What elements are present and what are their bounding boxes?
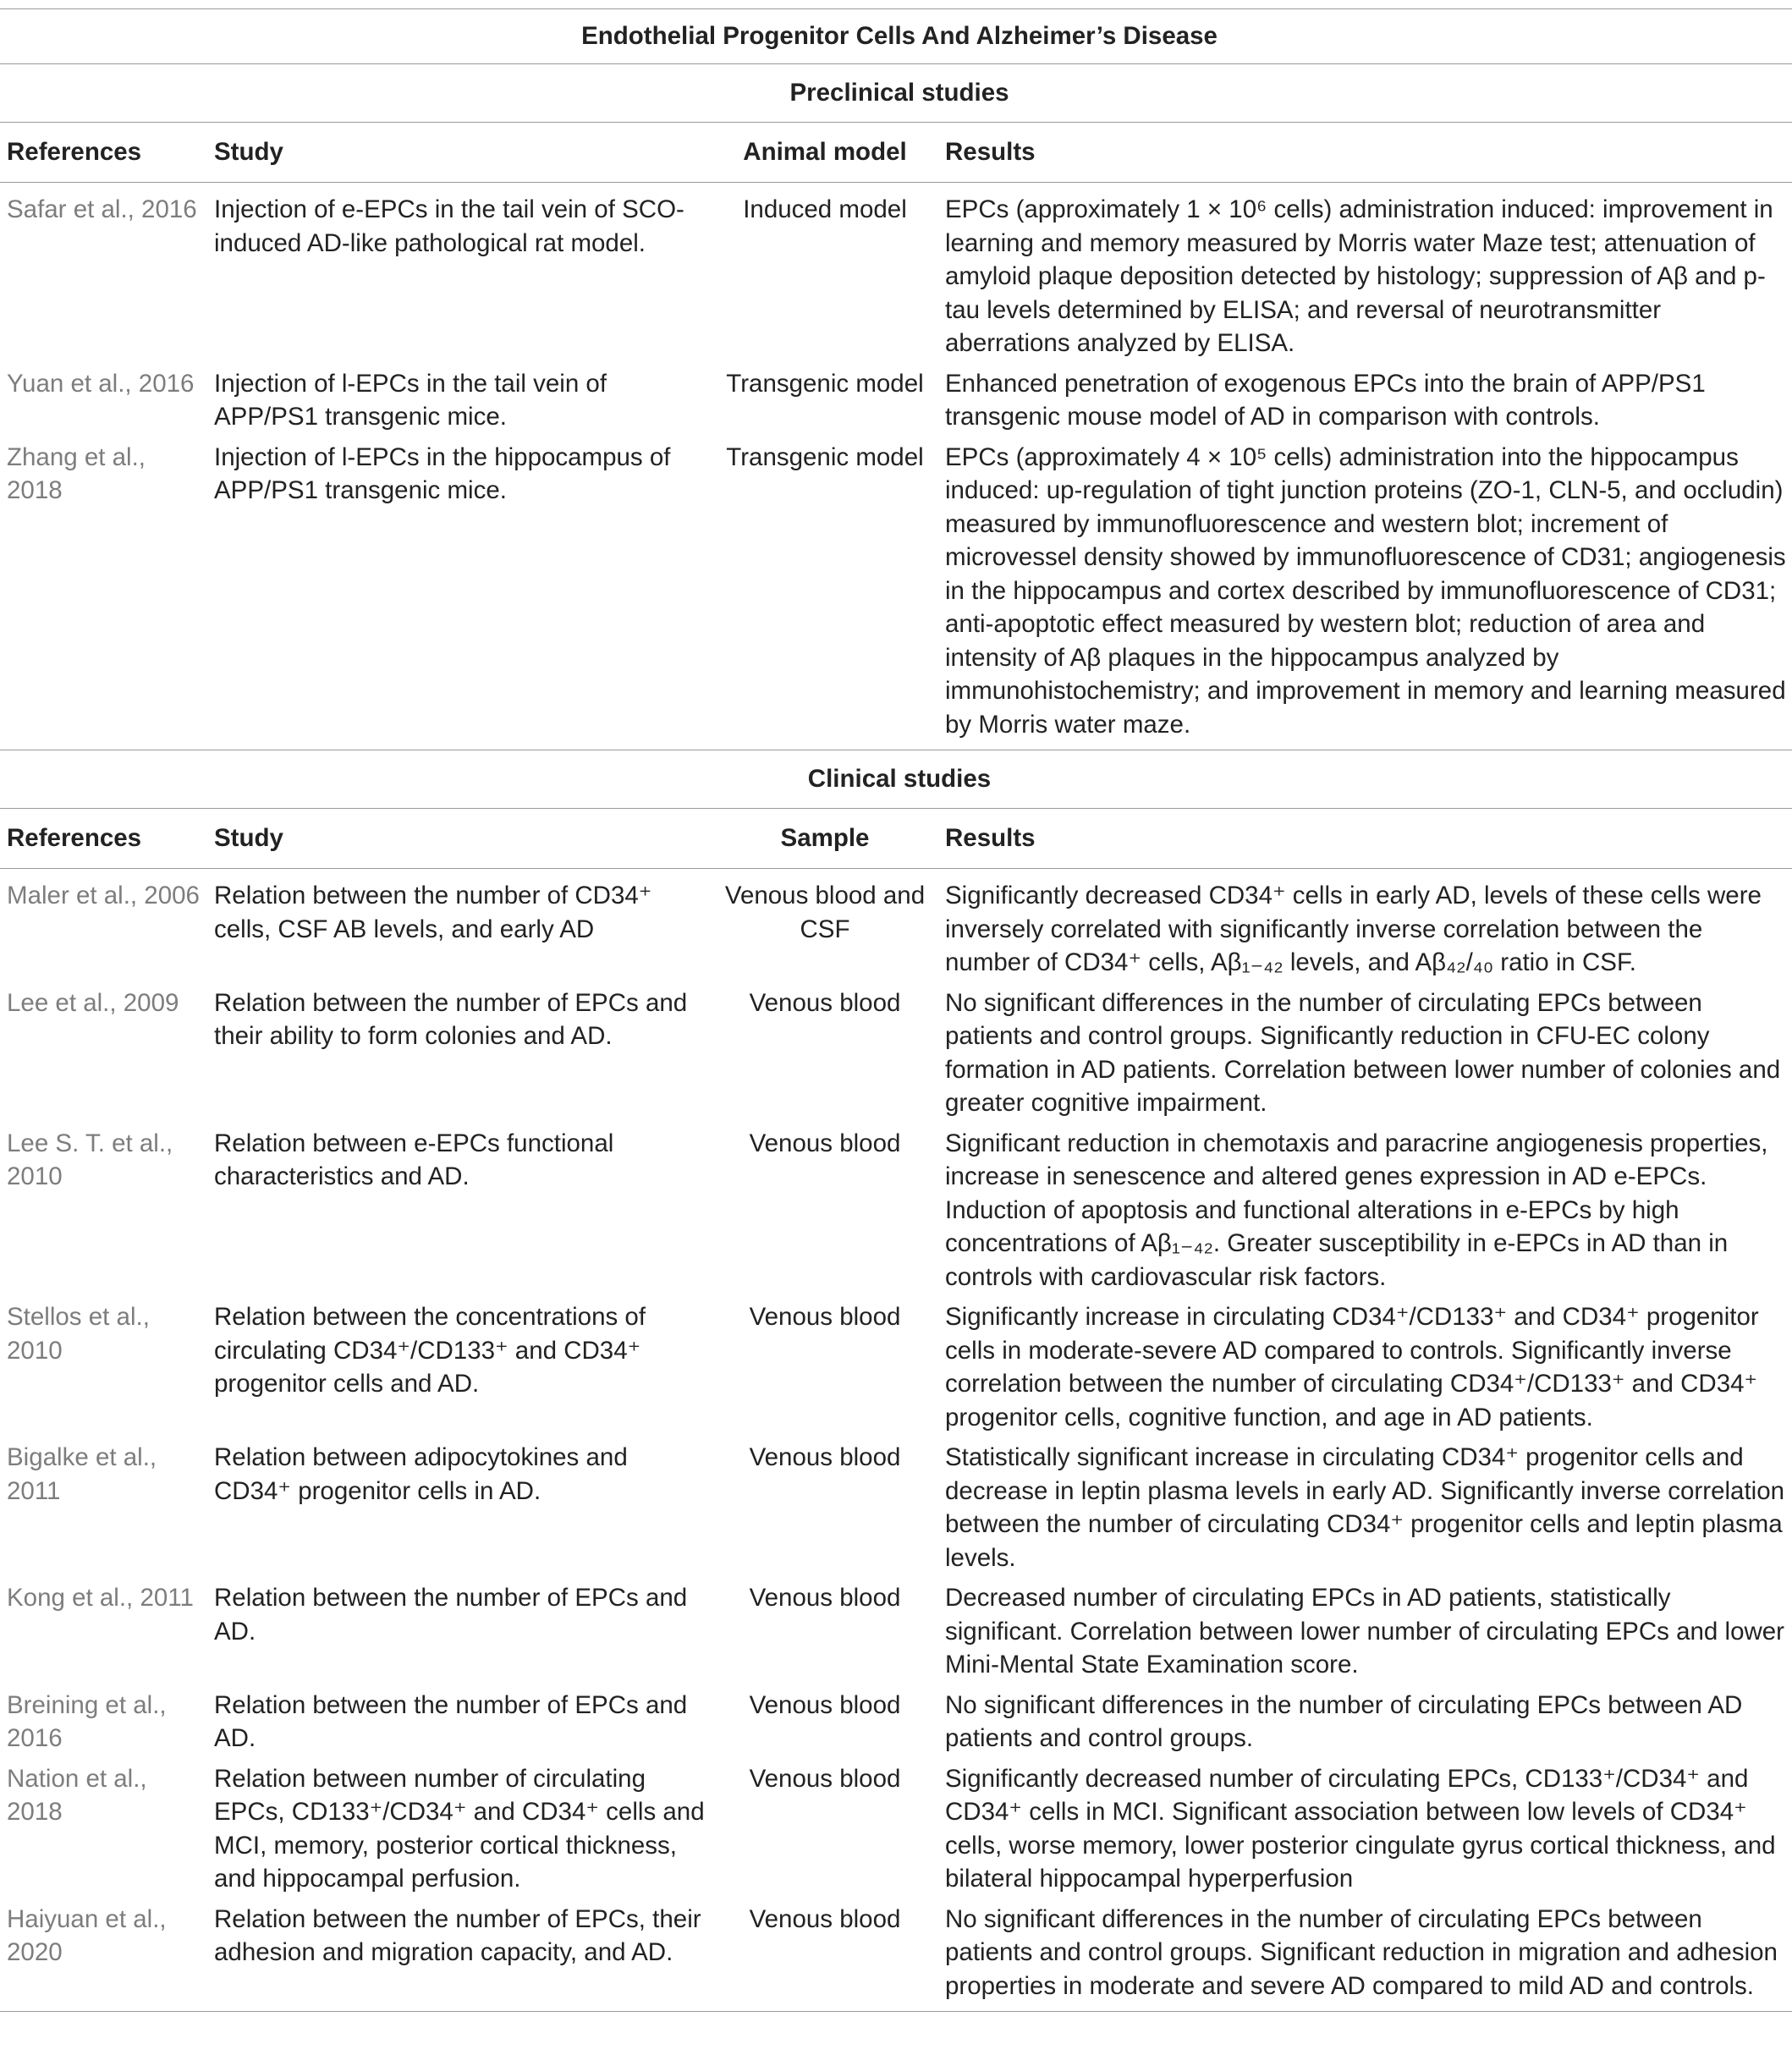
model-cell: Venous blood xyxy=(749,1690,901,1719)
model-cell: Venous blood xyxy=(749,1584,901,1612)
reference-cell: Zhang et al., 2018 xyxy=(0,437,207,750)
table-row xyxy=(0,1578,1792,1685)
results-cell: Decreased number of circulating EPCs in AD patients, statistically significant. Correlation between lower number of circulating EPCs and lower Mini-Mental State Examination score. xyxy=(945,1584,1785,1679)
results-cell: EPCs (approximately 4 × 10⁵ cells) administration into the hippocampus induced: up-regulation of tight junction proteins (ZO-1, CLN-5, and occludin) measured by immunofluorescence and western blot; increment of microvessel density showed by immunofluorescence of CD31; angiogenesis in the hippocampus and cortex described by immunofluorescence of CD31; anti-apoptotic effect measured by western blot; reduction of area and intensity of Aβ plaques in the hippocampus analyzed by immunohistochemistry; and improvement in memory and learning measured by Morris water maze. xyxy=(938,437,1792,750)
clinical-header-model: Sample xyxy=(705,809,938,869)
model-cell: Venous blood xyxy=(749,1129,901,1157)
study-cell: Relation between the number of EPCs and AD. xyxy=(214,1584,688,1646)
study-cell: Relation between the number of EPCs, their adhesion and migration capacity, and AD. xyxy=(207,1899,705,2012)
results-cell: Significantly decreased CD34⁺ cells in early AD, levels of these cells were inversely correlated with significantly inverse correlation between the number of CD34⁺ cells, Aβ₁₋₄₂ levels, and Aβ₄₂/₄₀ ratio in CSF. xyxy=(945,882,1762,976)
results-cell: Significant reduction in chemotaxis and paracrine angiogenesis properties, increase in senescence and altered genes expression in AD e-EPCs. Induction of apoptosis and functional alterations in e-EPCs by high concentrations of Aβ₁₋₄₂. Greater susceptibility in e-EPCs in AD than in controls with cardiovascular risk factors. xyxy=(945,1129,1768,1291)
model-cell: Venous blood xyxy=(749,1443,901,1471)
clinical-header-references: References xyxy=(0,809,207,869)
preclinical-section-label: Preclinical studies xyxy=(0,64,1792,123)
reference-cell: Haiyuan et al., 2020 xyxy=(0,1899,207,2012)
table-row xyxy=(0,1297,1792,1437)
clinical-header-results: Results xyxy=(938,809,1792,869)
reference-cell: Lee S. T. et al., 2010 xyxy=(7,1129,173,1190)
study-cell: Injection of l-EPCs in the tail vein of APP/PS1 transgenic mice. xyxy=(214,369,607,431)
results-cell: Statistically significant increase in circulating CD34⁺ progenitor cells and decrease in leptin plasma levels in early AD. Significantly inverse correlation between the number of circulating CD34⁺ progenitor cells and leptin plasma levels. xyxy=(945,1443,1785,1572)
table-row xyxy=(0,364,1792,437)
study-cell: Relation between the number of EPCs and their ability to form colonies and AD. xyxy=(214,988,688,1050)
clinical-section-row xyxy=(0,750,1792,809)
preclinical-header-model: Animal model xyxy=(705,123,938,183)
preclinical-header-study: Study xyxy=(207,123,705,183)
reference-cell: Maler et al., 2006 xyxy=(7,882,200,909)
clinical-header-study: Study xyxy=(207,809,705,869)
model-cell: Venous blood xyxy=(749,1303,901,1331)
preclinical-section-row xyxy=(0,64,1792,123)
results-cell: Significantly increase in circulating CD34⁺/CD133⁺ and CD34⁺ progenitor cells in moderate-severe AD compared to controls. Significantly inverse correlation between the number of circulating CD34⁺/CD133⁺ and CD34⁺ progenitor cells, cognitive function, and age in AD patients. xyxy=(945,1303,1759,1431)
model-cell: Venous blood xyxy=(749,1764,901,1793)
reference-cell: Yuan et al., 2016 xyxy=(7,369,195,398)
table-row xyxy=(0,983,1792,1124)
results-cell: No significant differences in the number of circulating EPCs between patients and control groups. Significant reduction in migration and adhesion properties in moderate and severe AD compared to mild AD and controls. xyxy=(938,1899,1792,2012)
clinical-section-label: Clinical studies xyxy=(0,750,1792,809)
model-cell: Venous blood xyxy=(705,1899,938,2012)
study-cell: Relation between number of circulating EPCs, CD133⁺/CD34⁺ and CD34⁺ cells and MCI, memory, posterior cortical thickness, and hippocampal perfusion. xyxy=(214,1764,705,1893)
preclinical-header-references: References xyxy=(0,123,207,183)
table-row xyxy=(0,1685,1792,1759)
study-cell: Relation between adipocytokines and CD34⁺ progenitor cells in AD. xyxy=(214,1443,628,1505)
model-cell: Venous blood and CSF xyxy=(724,882,926,943)
model-cell: Transgenic model xyxy=(705,437,938,750)
study-cell: Relation between the number of EPCs and AD. xyxy=(214,1690,688,1752)
results-cell: Enhanced penetration of exogenous EPCs into the brain of APP/PS1 transgenic mouse model of AD in comparison with controls. xyxy=(945,369,1706,431)
results-cell: No significant differences in the number of circulating EPCs between patients and control groups. Significantly reduction in CFU-EC colony formation in AD patients. Correlation between lower number of colonies and greater cognitive impairment. xyxy=(945,988,1781,1117)
study-cell: Injection of l-EPCs in the hippocampus of APP/PS1 transgenic mice. xyxy=(207,437,705,750)
table-row xyxy=(0,183,1792,364)
reference-cell: Kong et al., 2011 xyxy=(7,1584,194,1612)
reference-cell: Safar et al., 2016 xyxy=(7,195,197,223)
table-title: Endothelial Progenitor Cells And Alzheimer’s Disease xyxy=(0,9,1792,64)
reference-cell: Stellos et al., 2010 xyxy=(7,1303,150,1365)
table-row xyxy=(0,869,1792,983)
reference-cell: Bigalke et al., 2011 xyxy=(7,1443,157,1505)
table-row xyxy=(0,1124,1792,1298)
study-cell: Relation between e-EPCs functional characteristics and AD. xyxy=(214,1129,614,1190)
study-cell: Injection of e-EPCs in the tail vein of SCO-induced AD-like pathological rat model. xyxy=(214,195,684,257)
epc-ad-table xyxy=(0,8,1792,2012)
study-cell: Relation between the concentrations of circulating CD34⁺/CD133⁺ and CD34⁺ progenitor cells and AD. xyxy=(214,1303,646,1398)
model-cell: Induced model xyxy=(743,195,907,223)
results-cell: No significant differences in the number of circulating EPCs between AD patients and control groups. xyxy=(945,1690,1743,1752)
model-cell: Venous blood xyxy=(749,988,901,1017)
study-cell: Relation between the number of CD34⁺ cells, CSF AB levels, and early AD xyxy=(214,882,652,943)
preclinical-header-results: Results xyxy=(938,123,1792,183)
reference-cell: Nation et al., 2018 xyxy=(7,1764,147,1826)
results-cell: EPCs (approximately 1 × 10⁶ cells) administration induced: improvement in learning and memory measured by Morris water Maze test; attenuation of amyloid plaque deposition detected by histology; suppression of Aβ and p-tau levels determined by ELISA; and reversal of neurotransmitter aberrations analyzed by ELISA. xyxy=(945,195,1773,357)
preclinical-header-row xyxy=(0,123,1792,183)
table-row xyxy=(0,1759,1792,1899)
table-row xyxy=(0,1437,1792,1578)
clinical-header-row xyxy=(0,809,1792,869)
table-row xyxy=(0,437,1792,750)
reference-cell: Breining et al., 2016 xyxy=(7,1690,167,1752)
table-row xyxy=(0,1899,1792,2012)
results-cell: Significantly decreased number of circulating EPCs, CD133⁺/CD34⁺ and CD34⁺ cells in MCI. Significant association between low levels of CD34⁺ cells, worse memory, lower posterior cingulate gyrus cortical thickness, and bilateral hippocampal hyperperfusion xyxy=(945,1764,1776,1893)
model-cell: Transgenic model xyxy=(726,369,924,398)
reference-cell: Lee et al., 2009 xyxy=(7,988,179,1017)
table-title-row xyxy=(0,9,1792,64)
